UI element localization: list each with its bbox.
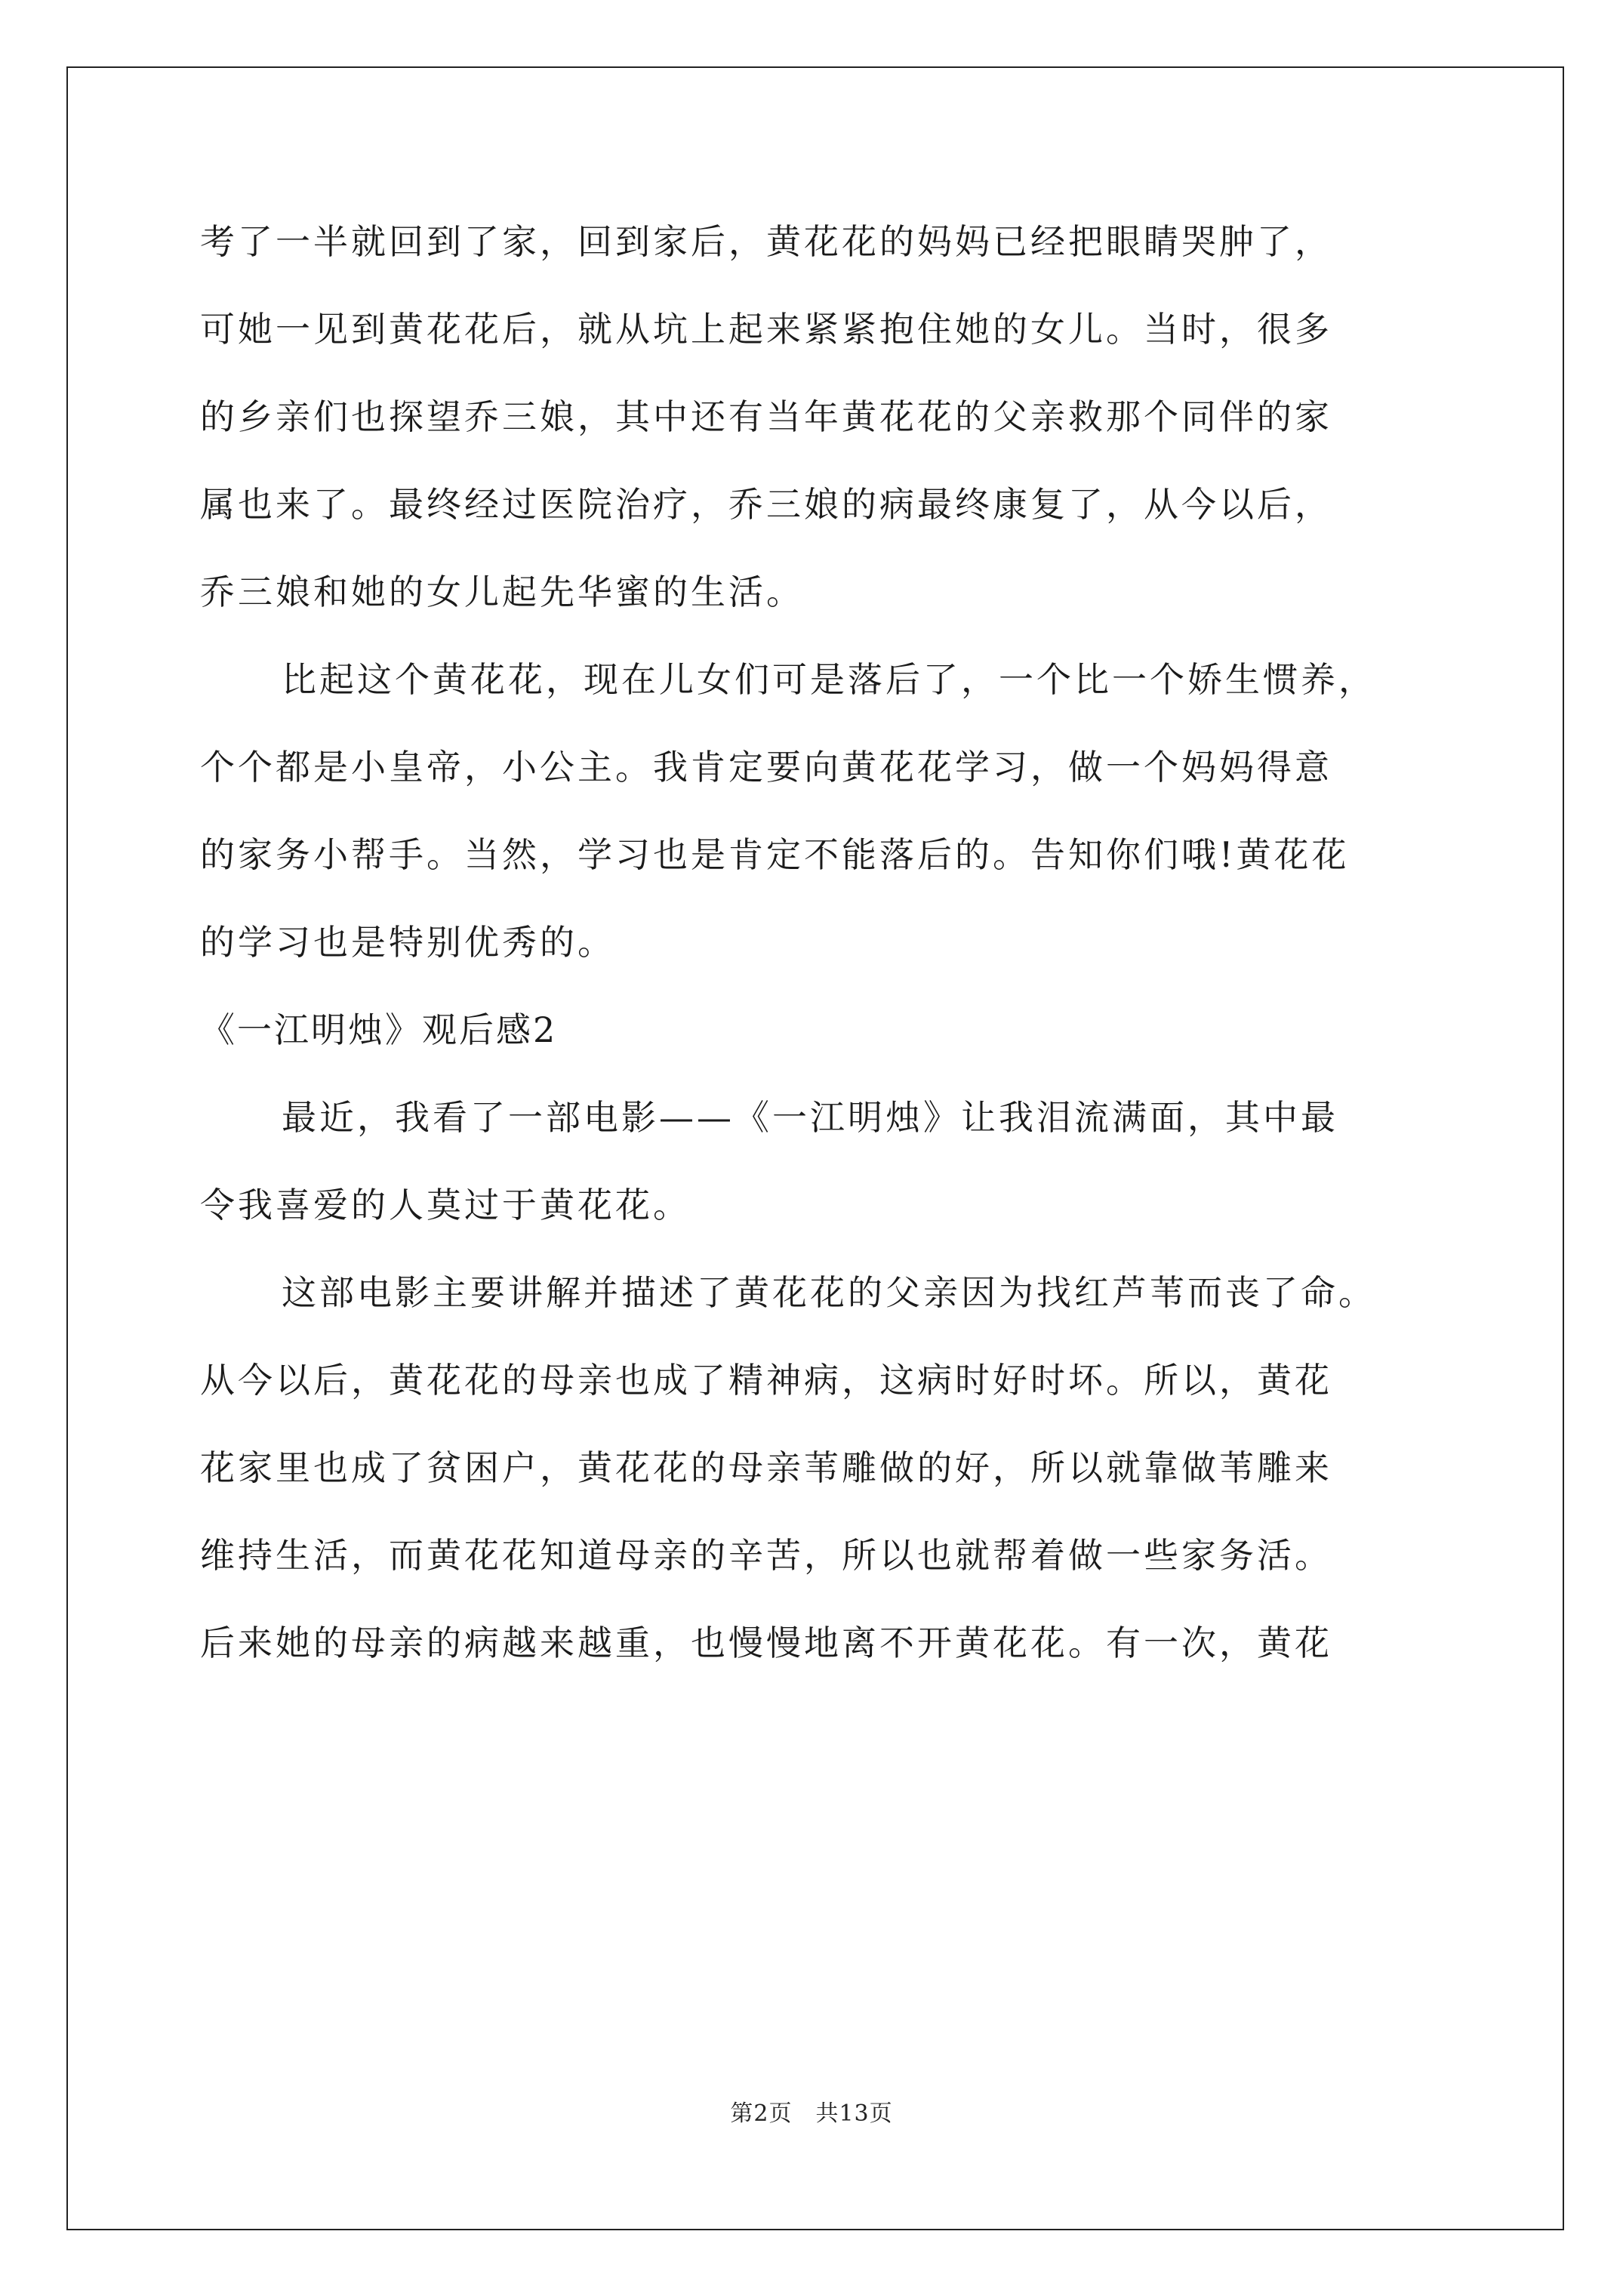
document-body [200,198,1446,1687]
text-line: 维持生活，而黄花花知道母亲的辛苦，所以也就帮着做一些家务活。 [200,1535,1332,1576]
text-line: 属也来了。最终经过医院治疗，乔三娘的病最终康复了，从今以后， [200,484,1332,525]
paragraph-start-line: 最近，我看了一部电影——《一江明烛》让我泪流满面，其中最 [282,1097,1338,1138]
section-heading: 《一江明烛》观后感2 [200,1009,558,1050]
text-line: 花家里也成了贫困户，黄花花的母亲苇雕做的好，所以就靠做苇雕来 [200,1447,1332,1488]
text-line: 的家务小帮手。当然，学习也是肯定不能落后的。告知你们哦!黄花花 [200,834,1350,875]
text-line: 令我喜爱的人莫过于黄花花。 [200,1185,691,1225]
text-line: 考了一半就回到了家，回到家后，黄花花的妈妈已经把眼睛哭肿了， [200,221,1332,262]
text-line: 后来她的母亲的病越来越重，也慢慢地离不开黄花花。有一次，黄花 [200,1623,1332,1663]
text-line: 个个都是小皇帝，小公主。我肯定要向黄花花学习，做一个妈妈得意 [200,747,1332,787]
text-line: 从今以后，黄花花的母亲也成了精神病，这病时好时坏。所以，黄花 [200,1360,1332,1401]
text-line: 的学习也是特别优秀的。 [200,922,615,963]
text-line: 可她一见到黄花花后，就从坑上起来紧紧抱住她的女儿。当时，很多 [200,309,1332,350]
paragraph-start-line: 比起这个黄花花，现在儿女们可是落后了，一个比一个娇生惯养， [282,659,1376,700]
paragraph-start-line: 这部电影主要讲解并描述了黄花花的父亲因为找红芦苇而丧了命。 [282,1272,1376,1313]
text-line: 的乡亲们也探望乔三娘，其中还有当年黄花花的父亲救那个同伴的家 [200,396,1332,437]
page-number-footer: 第2页 共13页 [730,2100,893,2127]
text-line: 乔三娘和她的女儿起先华蜜的生活。 [200,572,804,612]
